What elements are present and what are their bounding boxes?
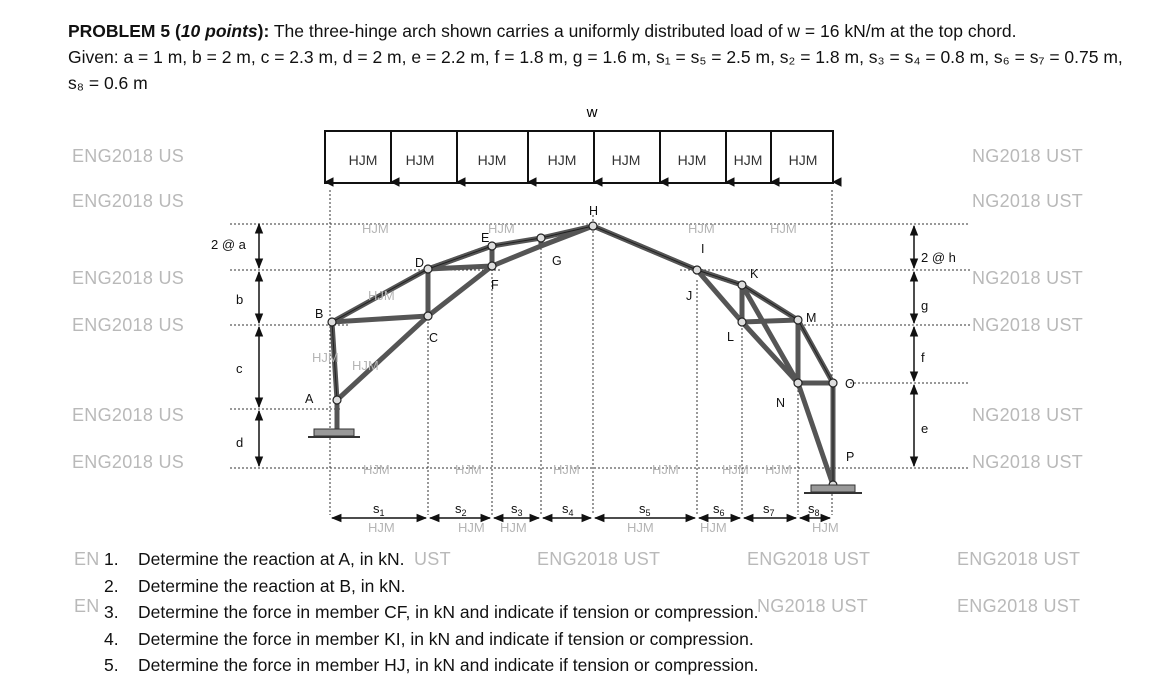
svg-text:e: e — [921, 421, 929, 436]
svg-text:HJM: HJM — [553, 462, 580, 477]
watermark: EN — [74, 549, 100, 569]
truss-members — [332, 226, 833, 485]
svg-text:d: d — [236, 435, 244, 450]
watermark: ENG2018 US — [72, 452, 185, 472]
watermark: NG2018 UST — [972, 191, 1084, 211]
svg-text:s6: $s_6$ — [713, 501, 725, 518]
svg-text:HJM: HJM — [627, 520, 654, 535]
support-a — [308, 429, 360, 437]
span-labels — [373, 501, 820, 518]
svg-text:HJM: HJM — [688, 221, 715, 236]
svg-text:HJM: HJM — [733, 152, 763, 168]
svg-text:HJM: HJM — [352, 358, 379, 373]
svg-text:s4: $s_4$ — [562, 501, 574, 518]
svg-text:HJM: HJM — [500, 520, 527, 535]
svg-text:HJM: HJM — [312, 350, 339, 365]
problem-statement: PROBLEM 5 (10 points): The three-hinge arch shown carries a uniformly distributed load of w = 16 kN/m at the top chord. Given: a = 1 m, b = 2 m, c = 2.3 m, d = 2 m, e = 2.2 m, f = 1.8 m, g = 1.6 m, s₁ = s₅ = 2.5 m, s₂ = 1.8 m, s₃ = s₄ = 0.8 m, s₆ = s₇ = 0.75 m, s₈ = 0.6 m — [68, 21, 1123, 93]
question-item: 1. Determine the reaction at A, in kN. — [104, 549, 405, 569]
svg-text:g: g — [921, 298, 929, 313]
svg-text:HJM: HJM — [788, 152, 818, 168]
watermark: ENG2018 US — [72, 315, 185, 335]
svg-text:HJM: HJM — [368, 520, 395, 535]
svg-text:2 @ h: 2 @ h — [921, 250, 956, 265]
svg-text:s5: $s_5$ — [639, 501, 651, 518]
svg-text:HJM: HJM — [611, 152, 641, 168]
watermark: UST — [414, 549, 451, 569]
watermark: ENG2018 UST — [957, 596, 1081, 616]
joint-label-m: M — [806, 311, 817, 325]
joint-label-l: L — [727, 330, 734, 344]
svg-text:HJM: HJM — [547, 152, 577, 168]
load-box-labels — [349, 152, 818, 168]
watermark: NG2018 UST — [972, 268, 1084, 288]
svg-text:HJM: HJM — [362, 221, 389, 236]
watermark: EN — [74, 596, 100, 616]
svg-text:s2: $s_2$ — [455, 501, 467, 518]
svg-text:HJM: HJM — [700, 520, 727, 535]
svg-text:f: f — [921, 350, 925, 365]
load-label: w — [586, 104, 598, 121]
question-list — [104, 546, 759, 679]
joint-label-c: C — [429, 331, 439, 345]
watermark: NG2018 UST — [972, 146, 1084, 166]
joint-label-g: G — [552, 254, 562, 268]
svg-text:b: b — [236, 292, 244, 307]
svg-text:HJM: HJM — [765, 462, 792, 477]
svg-text:s3: $s_3$ — [511, 501, 523, 518]
svg-text:2 @ a: 2 @ a — [211, 237, 246, 252]
joint-label-d: D — [415, 256, 425, 270]
joint-pins — [328, 222, 837, 489]
question-item: 5. Determine the force in member HJ, in kN and indicate if tension or compression. — [104, 655, 759, 675]
watermark: ENG2018 US — [72, 191, 185, 211]
watermark: NG2018 UST — [757, 596, 869, 616]
question-item: 3. Determine the force in member CF, in kN and indicate if tension or compression. — [104, 602, 759, 622]
joint-label-n: N — [776, 396, 786, 410]
svg-text:s1: $s_1$ — [373, 501, 385, 518]
reference-lines — [230, 190, 970, 515]
svg-text:HJM: HJM — [348, 152, 378, 168]
figure-watermarks — [312, 221, 839, 535]
svg-text:HJM: HJM — [455, 462, 482, 477]
watermark: NG2018 UST — [972, 405, 1084, 425]
joint-label-e: E — [481, 231, 490, 245]
svg-text:HJM: HJM — [488, 221, 515, 236]
joint-label-j: J — [686, 289, 693, 303]
joint-label-p: P — [846, 450, 855, 464]
svg-text:HJM: HJM — [368, 288, 395, 303]
problem-points: 10 points — [180, 21, 258, 41]
svg-text:HJM: HJM — [363, 462, 390, 477]
watermark: ENG2018 UST — [747, 549, 871, 569]
problem-description: The three-hinge arch shown carries a uniformly distributed load of w = 16 kN/m at the top chord. — [273, 21, 1017, 41]
joint-label-k: K — [750, 267, 759, 281]
watermark: ENG2018 UST — [957, 549, 1081, 569]
svg-text:HJM: HJM — [458, 520, 485, 535]
svg-text:HJM: HJM — [770, 221, 797, 236]
given-values: Given: a = 1 m, b = 2 m, c = 2.3 m, d = 2 m, e = 2.2 m, f = 1.8 m, g = 1.6 m, s₁ = s₅ = 2.5 m, s₂ = 1.8 m, s₃ = s₄ = 0.8 m, s₆ = s₇ = 0.75 m, s₈ = 0.6 m — [68, 47, 1123, 93]
svg-text:s7: $s_7$ — [763, 501, 775, 518]
joint-label-i: I — [701, 242, 705, 256]
svg-text:HJM: HJM — [477, 152, 507, 168]
watermark: ENG2018 US — [72, 405, 185, 425]
joint-label-a: A — [305, 392, 314, 406]
problem-heading: PROBLEM 5 — [68, 21, 171, 41]
svg-text:HJM: HJM — [812, 520, 839, 535]
joint-label-o: O — [845, 377, 855, 391]
watermark: ENG2018 UST — [537, 549, 661, 569]
svg-text:HJM: HJM — [652, 462, 679, 477]
support-p — [804, 485, 862, 493]
left-dimension-labels — [211, 237, 247, 450]
svg-text:c: c — [236, 361, 243, 376]
svg-text:s8: $s_8$ — [808, 501, 820, 518]
watermark: NG2018 UST — [972, 452, 1084, 472]
right-dimension-labels — [921, 250, 956, 436]
joint-label-h: H — [589, 204, 599, 218]
question-item: 2. Determine the reaction at B, in kN. — [104, 575, 406, 596]
watermark: ENG2018 US — [72, 268, 185, 288]
watermark: ENG2018 US — [72, 146, 185, 166]
svg-text:HJM: HJM — [722, 462, 749, 477]
watermark: NG2018 UST — [972, 315, 1084, 335]
joint-label-f: F — [491, 278, 499, 292]
svg-text:HJM: HJM — [405, 152, 435, 168]
truss-member-edges — [332, 226, 833, 485]
svg-text:HJM: HJM — [677, 152, 707, 168]
joint-label-b: B — [315, 307, 324, 321]
question-item: 4. Determine the force in member KI, in kN and indicate if tension or compression. — [104, 628, 754, 649]
